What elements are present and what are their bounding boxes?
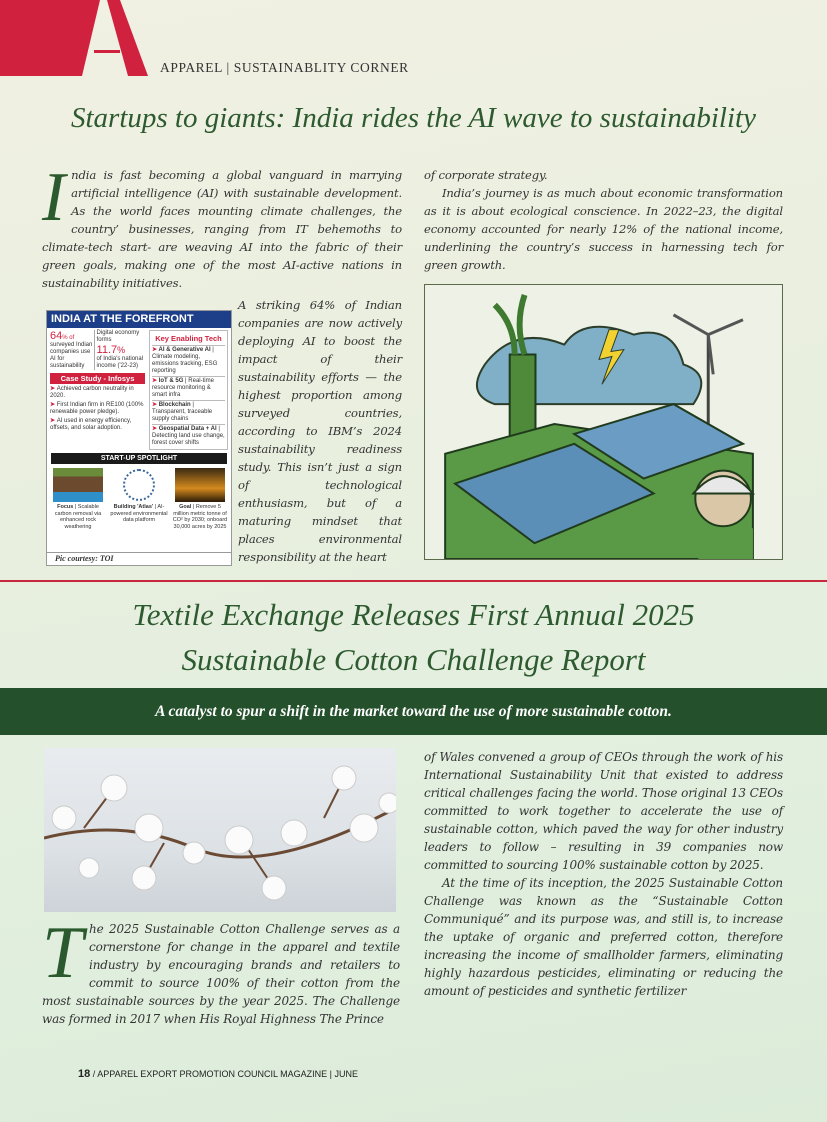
article1-right-column: [424, 166, 783, 566]
cotton-branch-image: [44, 748, 396, 912]
cotton-photo: [44, 748, 396, 912]
spotlight-item: Goal | Remove 5 million metric tonne of CO² by 2030; onboard 30,000 acres by 2025: [171, 466, 229, 530]
title-line-2: Sustainable Cotton Challenge Report: [181, 642, 646, 677]
article2-right-text: [424, 748, 783, 1000]
infographic: [46, 310, 232, 566]
page-footer: [78, 1068, 827, 1080]
section-divider: [0, 580, 827, 582]
spotlight-title: START-UP SPOTLIGHT: [51, 453, 227, 464]
page-number: 18: [78, 1068, 91, 1080]
case-study-title: Case Study - Infosys: [50, 373, 145, 384]
case-study-list: ➤ Achieved carbon neutrality in 2020. ➤ First Indian firm in RE100 (100% renewable power pledge). ➤ AI used in energy efficiency, offsets, and solar adoption.: [50, 386, 144, 431]
footer-text: / APPAREL EXPORT PROMOTION COUNCIL MAGAZINE | JUNE: [92, 1069, 358, 1079]
article1: [0, 159, 827, 566]
image-credit: Pic courtesy: TOI: [47, 552, 231, 565]
infographic-row: [42, 296, 402, 566]
intro-paragraph: he 2025 Sustainable Cotton Challenge serves as a cornerstone for change in the apparel and textile industry by encouraging brands and retailers to commit to source 100% of their cotton from the most sustainable sources by the year 2025. The Challenge was formed in 2017 when His Royal Highness The Prince: [42, 922, 400, 1026]
article1-right-text: [424, 166, 783, 274]
article1-intro: [42, 159, 402, 292]
stat-ai-adoption: 64% of surveyed Indian companies use AI for sustainability: [50, 330, 93, 369]
rock-weathering-image: [53, 468, 103, 502]
ai-sustainability-illustration: [424, 284, 783, 560]
data-platform-icon: [123, 469, 155, 501]
smokestack-image: [175, 468, 225, 502]
article2-right-column: [424, 748, 783, 1028]
article-title: Startups to giants: India rides the AI wave to sustainability: [71, 102, 756, 134]
paragraph-3: India’s journey is as much about economic transformation as it is about ecological conscience. In 2022–23, the digital economy accounted for nearly 12% of the national income, underlining the country’s success in harnessing tech for green growth.: [424, 186, 783, 272]
stat-digital-economy: Digital economy forms 11.7% of India's national income ('22-23): [94, 330, 145, 370]
dropcap: T: [42, 912, 84, 994]
key-tech-box: Key Enabling Tech ➤ AI & Generative AI | Climate modeling, emissions tracking, ESG reporting ➤ IoT & 5G | Real-time resource monitoring & smart infra ➤ Blockchain | Transparent, traceable supply chains ➤ Geospatial Data + AI | Detecting land use change, forest cover shifts: [149, 330, 228, 450]
article1-left-column: [42, 159, 402, 566]
subtitle-banner: [0, 688, 827, 735]
spotlight-item: Focus | Scalable carbon removal via enhanced rock weathering: [49, 466, 107, 530]
title-line-1: Textile Exchange Releases First Annual 2025: [132, 597, 695, 632]
magazine-logo: [0, 0, 150, 76]
article2-left-column: [42, 748, 400, 1028]
paragraph-continuation: of corporate strategy.: [424, 168, 548, 182]
section-label: APPAREL | SUSTAINABLITY CORNER: [160, 60, 409, 75]
paragraph-continuation: of Wales convened a group of CEOs through the work of his International Sustainability Unit that existed to address critical challenges facing the world. Those original 13 CEOs committed to work together to accelerate the use of sustainable cotton, which paved the way for other industry leaders to follow – resulting in 39 companies now committed to sourcing 100% sustainable cotton by 2025.: [424, 750, 783, 872]
banner-text: A catalyst to spur a shift in the market toward the use of more sustainable cotton.: [155, 702, 672, 720]
article2-title: [0, 592, 827, 682]
article1-paragraph-2: A striking 64% of Indian companies are now actively deploying AI to boost the impact of their sustainability efforts — the highest proportion among surveyed countries, according to IBM’s 2024 sustainability readiness study. This isn’t just a sign of technological enthusiasm, but of a maturing mindset that places environmental responsibility at the heart: [238, 298, 402, 564]
paragraph-2: At the time of its inception, the 2025 Sustainable Cotton Challenge was known as the “Sustainable Cotton Communiqué” and its purpose was, and still is, to increase the uptake of organic and preferred cotton, therefore increasing the income of smallholder farmers, eliminating highly hazardous pesticides, eliminating or reducing the amount of pesticides and synthetic fertilizer: [424, 876, 783, 998]
article2-intro: [42, 912, 400, 1028]
page-content: [0, 159, 827, 1100]
infographic-title: INDIA AT THE FOREFRONT: [47, 311, 231, 328]
dropcap: I: [42, 159, 66, 236]
article2: [0, 748, 827, 1028]
intro-paragraph: ndia is fast becoming a global vanguard in marrying artificial intelligence (AI) with sustainable development. As the world faces mounting climate challenges, the country’ businesses, ranging from IT behemoths to climate-tech start- are weaving AI into the fabric of their green goals, making one of the most AI-active nations in sustainability initiatives.: [42, 168, 402, 290]
spotlight-item: Building 'Atlas' | AI-powered environmental data platform: [110, 466, 168, 530]
